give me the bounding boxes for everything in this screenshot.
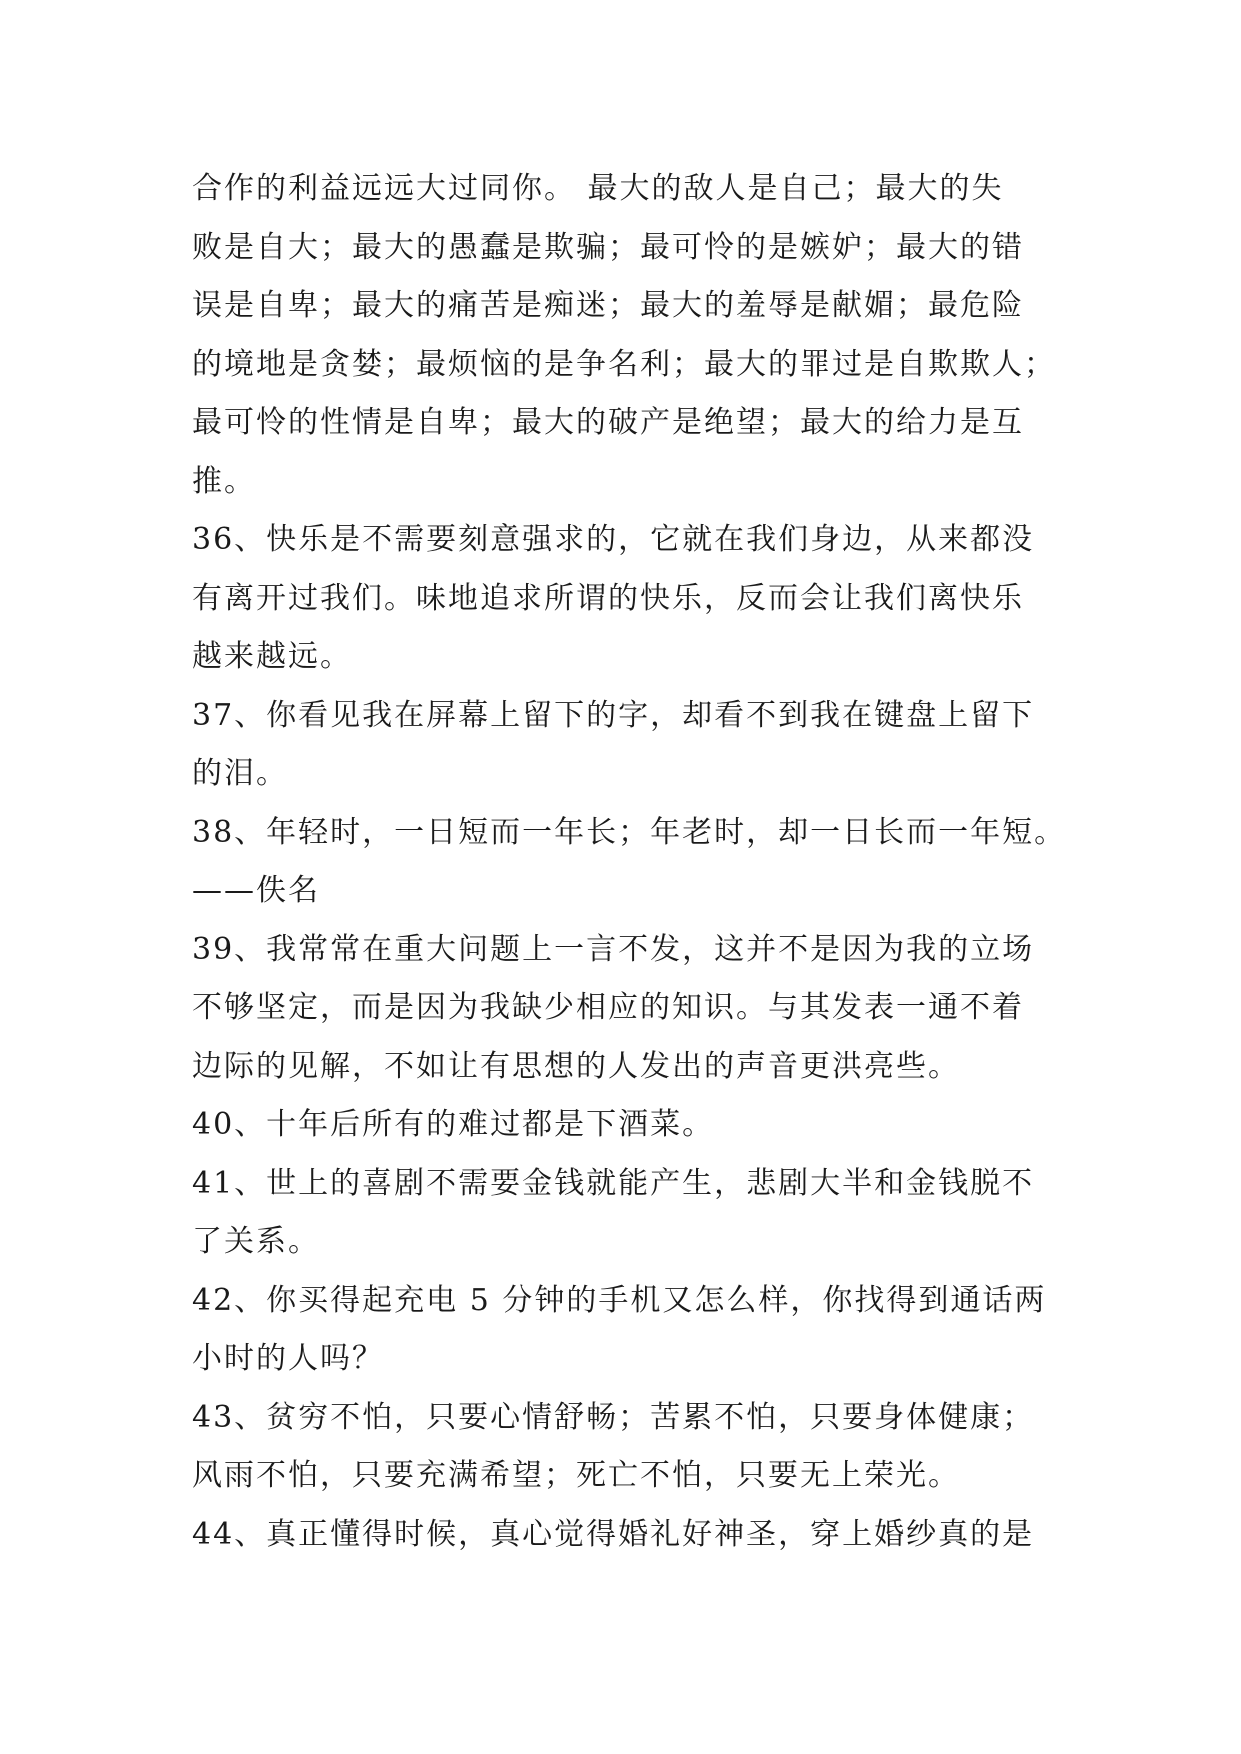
- text-line: 36、快乐是不需要刻意强求的，它就在我们身边，从来都没: [192, 522, 1035, 557]
- text-line: 44、真正懂得时候，真心觉得婚礼好神圣，穿上婚纱真的是: [192, 1516, 1035, 1552]
- text-line: 39、我常常在重大问题上一言不发，这并不是因为我的立场: [192, 931, 1035, 967]
- text-line: 40、十年后所有的难过都是下酒菜。: [192, 1107, 715, 1142]
- text-line: 42、你买得起充电 5 分钟的手机又怎么样，你找得到通话两: [192, 1282, 1047, 1318]
- text-line: 了关系。: [192, 1224, 320, 1259]
- text-line: 38、年轻时，一日短而一年长；年老时，却一日长而一年短。: [192, 814, 1067, 850]
- text-line: 败是自大；最大的愚蠢是欺骗；最可怜的是嫉妒；最大的错: [192, 229, 1024, 265]
- text-line: 有离开过我们。味地追求所谓的快乐，反而会让我们离快乐: [192, 580, 1024, 616]
- text-line: 43、贫穷不怕，只要心情舒畅；苦累不怕，只要身体健康；: [192, 1399, 1035, 1435]
- text-line: 的境地是贪婪；最烦恼的是争名利；最大的罪过是自欺欺人；: [192, 346, 1056, 382]
- text-line: 误是自卑；最大的痛苦是痴迷；最大的羞辱是献媚；最危险: [192, 288, 1024, 323]
- text-line: 风雨不怕，只要充满希望；死亡不怕，只要无上荣光。: [192, 1458, 960, 1493]
- text-line: 合作的利益远远大过同你。 最大的敌人是自己；最大的失: [192, 171, 1004, 206]
- text-line: 推。: [192, 463, 256, 499]
- text-line: 37、你看见我在屏幕上留下的字，却看不到我在键盘上留下: [192, 697, 1035, 733]
- text-line: 不够坚定，而是因为我缺少相应的知识。与其发表一通不着: [192, 990, 1024, 1025]
- text-line: 边际的见解，不如让有思想的人发出的声音更洪亮些。: [192, 1048, 960, 1084]
- text-line: 越来越远。: [192, 639, 352, 674]
- text-line: 的泪。: [192, 756, 288, 791]
- text-line: 小时的人吗？: [192, 1341, 384, 1376]
- text-line: ——佚名: [192, 873, 320, 908]
- text-line: 最可怜的性情是自卑；最大的破产是绝望；最大的给力是互: [192, 405, 1024, 440]
- body-text: [192, 160, 1072, 1564]
- text-line: 41、世上的喜剧不需要金钱就能产生，悲剧大半和金钱脱不: [192, 1165, 1035, 1201]
